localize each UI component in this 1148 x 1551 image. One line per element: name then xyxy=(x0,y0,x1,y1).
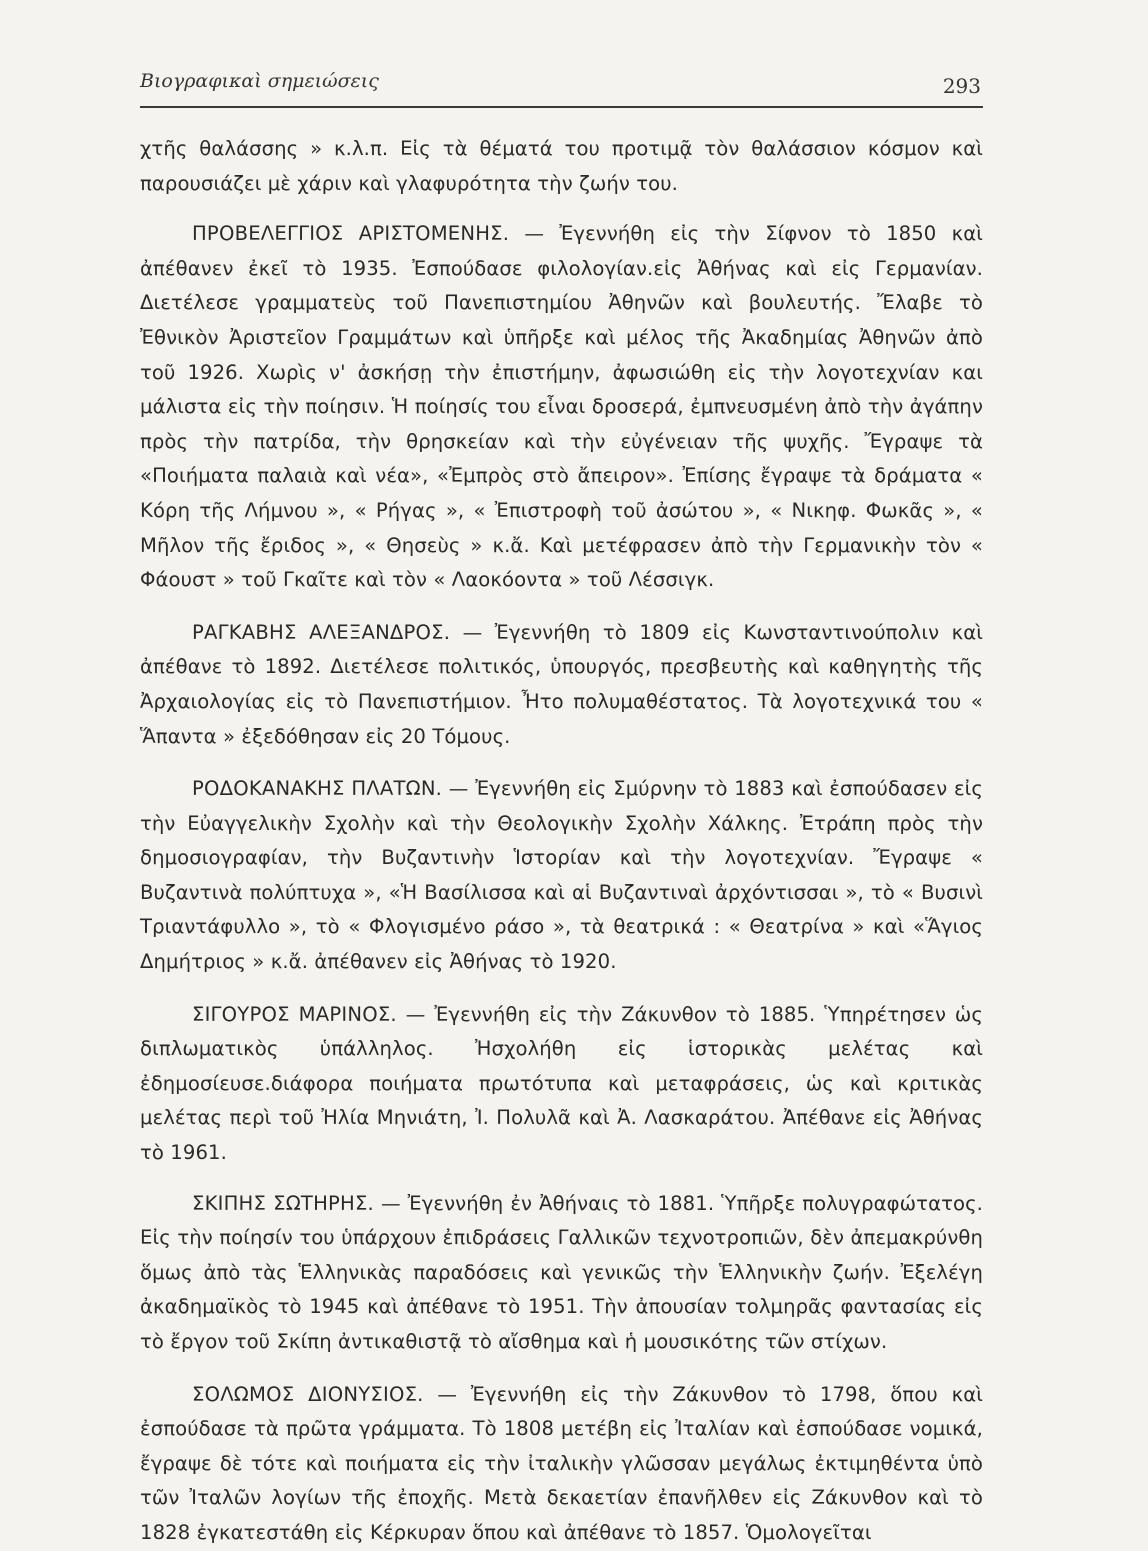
entry-name: ΣΟΛΩΜΟΣ ΔΙΟΝΥΣΙΟΣ. xyxy=(192,1382,424,1406)
entry-provelengios xyxy=(140,217,983,598)
entry-text: — Ἐγεννήθη εἰς Σμύρνην τὸ 1883 καὶ ἐσπούδασεν εἰς τὴν Εὐαγγελικὴν Σχολὴν καὶ τὴν Θεολογικὴν Σχολὴν Χάλκης. Ἐτράπη πρὸς τὴν δημοσιογραφίαν, τὴν Βυζαντινὴν Ἱστορίαν καὶ τὴν λογοτεχνίαν. Ἔγραψε « Βυζαντινὰ πολύπτυχα », «Ἡ Βασίλισσα καὶ αἱ Βυζαντιναὶ ἀρχόντισσαι », τὸ « Βυσινὶ Τριαντάφυλλο », τὸ « Φλογισμένο ράσο », τὰ θεατρικά : « Θεατρίνα » καὶ «Ἅγιος Δημήτριος » κ.ἄ. ἀπέθανεν εἰς Ἀθήνας τὸ 1920. xyxy=(140,777,983,974)
entry-skipis xyxy=(140,1187,983,1360)
entry-ragkavis xyxy=(140,616,983,754)
entry-text: — Ἐγεννήθη τὸ 1809 εἰς Κωνσταντινούπολιν καὶ ἀπέθανε τὸ 1892. Διετέλεσε πολιτικός, ὑπουργός, πρεσβευτὴς καὶ καθηγητὴς τῆς Ἀρχαιολογίας εἰς τὸ Πανεπιστήμιον. Ἦτο πολυμαθέστατος. Τὰ λογοτεχνικά του « Ἅπαντα » ἐξεδόθησαν εἰς 20 Τόμους. xyxy=(140,620,983,748)
entry-name: ΠΡΟΒΕΛΕΓΓΙΟΣ ΑΡΙΣΤΟΜΕΝΗΣ. xyxy=(192,222,510,246)
page-body xyxy=(140,132,983,1551)
running-header xyxy=(140,68,983,108)
entry-text: — Ἐγεννήθη εἰς τὴν Ζάκυνθον τὸ 1885. Ὑπηρέτησεν ὡς διπλωματικὸς ὑπάλληλος. Ἠσχολήθη εἰς ἱστορικὰς μελέτας καὶ ἐδημοσίευσε.διάφορα ποιήματα πρωτότυπα καὶ μεταφράσεις, ὡς καὶ κριτικὰς μελέτας περὶ τοῦ Ἠλία Μηνιάτη, Ἰ. Πολυλᾶ καὶ Ἀ. Λασκαράτου. Ἀπέθανε εἰς Ἀθήνας τὸ 1961. xyxy=(140,1002,983,1165)
continuation-paragraph: χτῆς θαλάσσης » κ.λ.π. Εἰς τὰ θέματά του προτιμᾷ τὸν θαλάσσιον κόσμον καὶ παρουσιάζει μὲ χάριν καὶ γλαφυρότητα τὴν ζωήν του. xyxy=(140,137,983,195)
entry-name: ΣΙΓΟΥΡΟΣ ΜΑΡΙΝΟΣ. xyxy=(192,1002,397,1026)
entry-text: — Ἐγεννήθη εἰς τὴν Ζάκυνθον τὸ 1798, ὅπου καὶ ἐσπούδασε τὰ πρῶτα γράμματα. Τὸ 1808 μετέβη εἰς Ἰταλίαν καὶ ἐσπούδασε νομικά, ἔγραψε δὲ τότε καὶ ποιήματα εἰς τὴν ἰταλικὴν γλῶσσαν μεγάλως ἐκτιμηθέντα ὑπὸ τῶν Ἰταλῶν λογίων τῆς ἐποχῆς. Μετὰ δεκαετίαν ἐπανῆλθεν εἰς Ζάκυνθον καὶ τὸ 1828 ἐγκατεστάθη εἰς Κέρκυραν ὅπου καὶ ἀπέθανε τὸ 1857. Ὁμολογεῖται xyxy=(140,1382,983,1544)
running-title: Βιογραφικαὶ σημειώσεις xyxy=(140,70,379,92)
entry-name: ΡΟΔΟΚΑΝΑΚΗΣ ΠΛΑΤΩΝ. xyxy=(192,777,443,801)
entry-name: ΡΑΓΚΑΒΗΣ ΑΛΕΞΑΝΔΡΟΣ. xyxy=(192,620,451,644)
entry-text: — Ἐγεννήθη εἰς τὴν Σίφνον τὸ 1850 καὶ ἀπέθανεν ἐκεῖ τὸ 1935. Ἐσπούδασε φιλολογίαν.εἰς Ἀθήνας καὶ εἰς Γερμανίαν. Διετέλεσε γραμματεὺς τοῦ Πανεπιστημίου Ἀθηνῶν καὶ βουλευτής. Ἔλαβε τὸ Ἐθνικὸν Ἀριστεῖον Γραμμάτων καὶ ὑπῆρξε καὶ μέλος τῆς Ἀκαδημίας Ἀθηνῶν ἀπὸ τοῦ 1926. Χωρὶς ν' ἀσκήσῃ τὴν ἐπιστήμην, ἀφωσιώθη εἰς τὴν λογοτεχνίαν και μάλιστα εἰς τὴν ποίησιν. Ἡ ποίησίς του εἶναι δροσερά, ἐμπνευσμένη ἀπὸ τὴν ἀγάπην πρὸς τὴν πατρίδα, τὴν θρησκείαν καὶ τὴν εὐγένειαν τῆς ψυχῆς. Ἔγραψε τὰ «Ποιήματα παλαιὰ καὶ νέα», «Ἐμπρὸς στὸ ἄπειρον». Ἐπίσης ἔγραψε τὰ δράματα « Κόρη τῆς Λήμνου », « Ρήγας », « Ἐπιστροφὴ τοῦ ἀσώτου », « Νικηφ. Φωκᾶς », « Μῆλον τῆς ἔριδος », « Θησεὺς » κ.ἄ. Καὶ μετέφρασεν ἀπὸ τὴν Γερμανικὴν τὸν « Φάουστ » τοῦ Γκαῖτε καὶ τὸν « Λαοκόοντα » τοῦ Λέσσιγκ. xyxy=(140,222,983,592)
entry-text: — Ἐγεννήθη ἐν Ἀθήναις τὸ 1881. Ὑπῆρξε πολυγραφώτατος. Εἰς τὴν ποίησίν του ὑπάρχουν ἐπιδράσεις Γαλλικῶν τεχνοτροπιῶν, δὲν ἀπεμακρύνθη ὅμως ἀπὸ τὰς Ἑλληνικὰς παραδόσεις καὶ γενικῶς τὴν Ἑλληνικὴν ζωήν. Ἐξελέγη ἀκαδημαϊκὸς τὸ 1945 καὶ ἀπέθανε τὸ 1951. Τὴν ἀπουσίαν τολμηρᾶς φαντασίας εἰς τὸ ἔργον τοῦ Σκίπη ἀντικαθιστᾷ τὸ αἴσθημα καὶ ἡ μουσικότης τῶν στίχων. xyxy=(140,1191,983,1353)
entry-sigouros xyxy=(140,998,983,1171)
page-number: 293 xyxy=(942,74,981,98)
entry-solomos xyxy=(140,1378,983,1551)
entry-name: ΣΚΙΠΗΣ ΣΩΤΗΡΗΣ. xyxy=(192,1191,374,1215)
entry-rodokanakis xyxy=(140,772,983,980)
